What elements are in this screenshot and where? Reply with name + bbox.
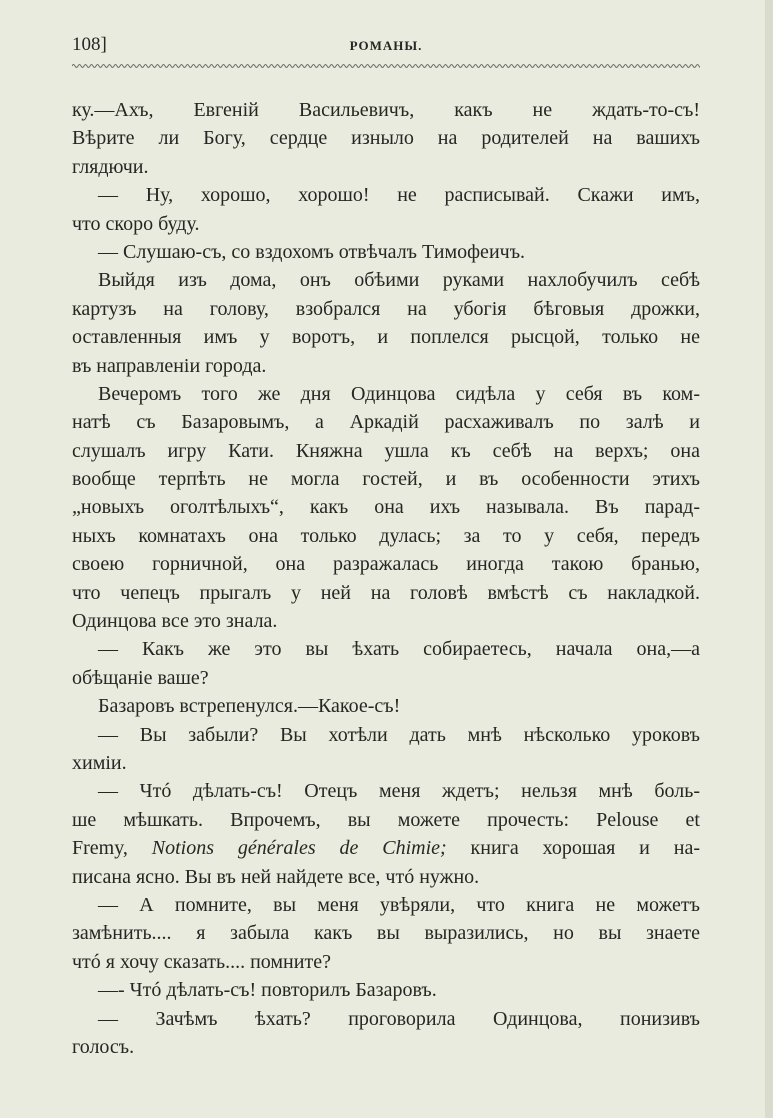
text-line: ку.—Ахъ, Евгеній Васильевичъ, какъ не ждать-то-съ! xyxy=(72,99,700,121)
text-line: своею горничной, она разражалась иногда такою бранью, xyxy=(72,553,700,576)
text-line: писана ясно. Вы въ ней найдете все, чтó нужно. xyxy=(72,865,480,888)
text-line: натѣ съ Базаровымъ, а Аркадій расхаживалъ по залѣ и xyxy=(72,411,700,434)
text-line xyxy=(72,834,700,862)
wavy-rule-divider xyxy=(72,62,700,70)
text-line: — Зачѣмъ ѣхать? проговорила Одинцова, понизивъ xyxy=(98,1007,700,1030)
text-line: оставленныя имъ у воротъ, и поплелся рысцой, только не xyxy=(72,326,700,349)
text-line: вообще терпѣть не могла гостей, и въ особенности этихъ xyxy=(72,468,700,491)
text-line: Вечеромъ того же дня Одинцова сидѣла у себя въ ком- xyxy=(98,382,700,405)
text-line: слушалъ игру Кати. Княжна ушла къ себѣ на верхъ; она xyxy=(72,439,700,462)
text-line: что чепецъ прыгалъ у ней на головѣ вмѣстѣ съ накладкой. xyxy=(72,581,700,604)
text-line: глядючи. xyxy=(72,155,149,178)
text-line: обѣщаніе ваше? xyxy=(72,666,209,689)
text-line: — Вы забыли? Вы хотѣли дать мнѣ нѣсколько уроковъ xyxy=(98,723,700,746)
text-line: въ направленіи города. xyxy=(72,354,267,377)
italic-book-title: Notions générales de Chimie; xyxy=(151,837,447,860)
text-line: — Слушаю-съ, со вздохомъ отвѣчалъ Тимофеичъ. xyxy=(98,240,526,263)
page-edge xyxy=(765,0,773,1118)
text-line: Выйдя изъ дома, онъ обѣими руками нахлобучилъ себѣ xyxy=(98,269,700,292)
text-line: ныхъ комнатахъ она только дулась; за то у себя, передъ xyxy=(72,524,700,547)
text-line: Базаровъ встрепенулся.—Какое-съ! xyxy=(98,695,401,718)
text-segment: книга хорошая и на- xyxy=(446,837,700,860)
text-line: — Чтó дѣлать-съ! Отецъ меня ждетъ; нельзя мнѣ боль- xyxy=(98,780,700,803)
text-line: химіи. xyxy=(72,751,127,774)
body-text xyxy=(72,96,700,1061)
page-number: 108] xyxy=(72,34,107,55)
text-line: замѣнить.... я забыла какъ вы выразились, но вы знаете xyxy=(72,922,700,945)
text-line: картузъ на голову, взобрался на убогія бѣговыя дрожки, xyxy=(72,297,700,320)
running-title: РОМАНЫ. xyxy=(349,38,423,53)
page-header xyxy=(72,34,700,58)
text-line: что скоро буду. xyxy=(72,212,200,235)
text-line: —- Чтó дѣлать-съ! повторилъ Базаровъ. xyxy=(98,979,437,1002)
text-line: ше мѣшкать. Впрочемъ, вы можете прочесть: Pelouse et xyxy=(72,808,700,831)
text-line: Вѣрите ли Богу, сердце изныло на родителей на вашихъ xyxy=(72,127,700,150)
text-line: „новыхъ оголтѣлыхъ“, какъ она ихъ называла. Въ парад- xyxy=(72,496,700,519)
text-line: голосъ. xyxy=(72,1035,135,1058)
text-line: — А помните, вы меня увѣряли, что книга не можетъ xyxy=(98,893,700,916)
text-line: — Ну, хорошо, хорошо! не расписывай. Скажи имъ, xyxy=(98,184,700,207)
text-line: чтó я хочу сказать.... помните? xyxy=(72,950,331,973)
text-line: Одинцова все это знала. xyxy=(72,610,278,633)
text-line: — Какъ же это вы ѣхать собираетесь, начала она,—а xyxy=(98,638,700,661)
text-segment: Fremy, xyxy=(72,837,152,860)
